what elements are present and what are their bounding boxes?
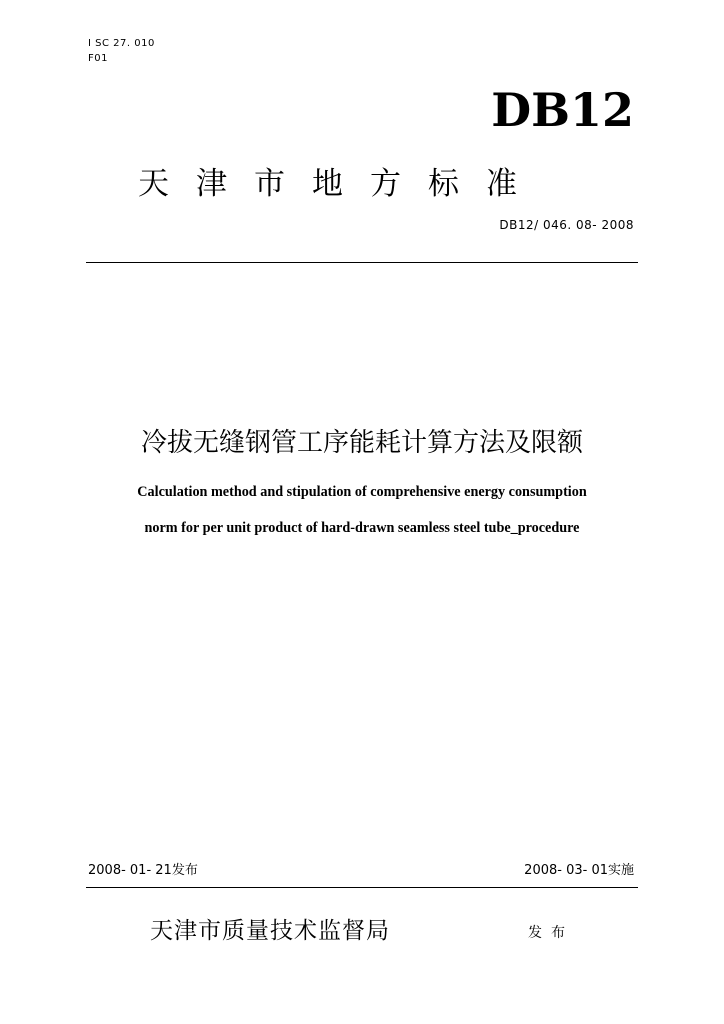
implementation-date: 2008- 03- 01实施 [524,863,634,878]
document-title-english-line-1: Calculation method and stipulation of comprehensive energy consumption [137,484,587,500]
document-title-english-line-2: norm for per unit product of hard-drawn seamless steel tube_procedure [144,520,580,536]
standard-number: DB12/ 046. 08- 2008 [499,218,634,232]
top-divider [86,262,638,263]
document-title-chinese: 冷拔无缝钢管工序能耗计算方法及限额 [140,428,583,458]
issuing-authority: 天津市质量技术监督局 [150,918,390,944]
ccs-code: F01 [88,53,108,64]
bottom-divider [86,887,638,888]
db-logo: DB12 [491,83,634,137]
issue-label: 发布 [528,925,574,941]
ics-code: I SC 27. 010 [88,38,155,49]
classification-codes [88,36,155,66]
standard-type-heading: 天津市地方标准 [138,166,544,202]
issue-date: 2008- 01- 21发布 [88,863,198,878]
